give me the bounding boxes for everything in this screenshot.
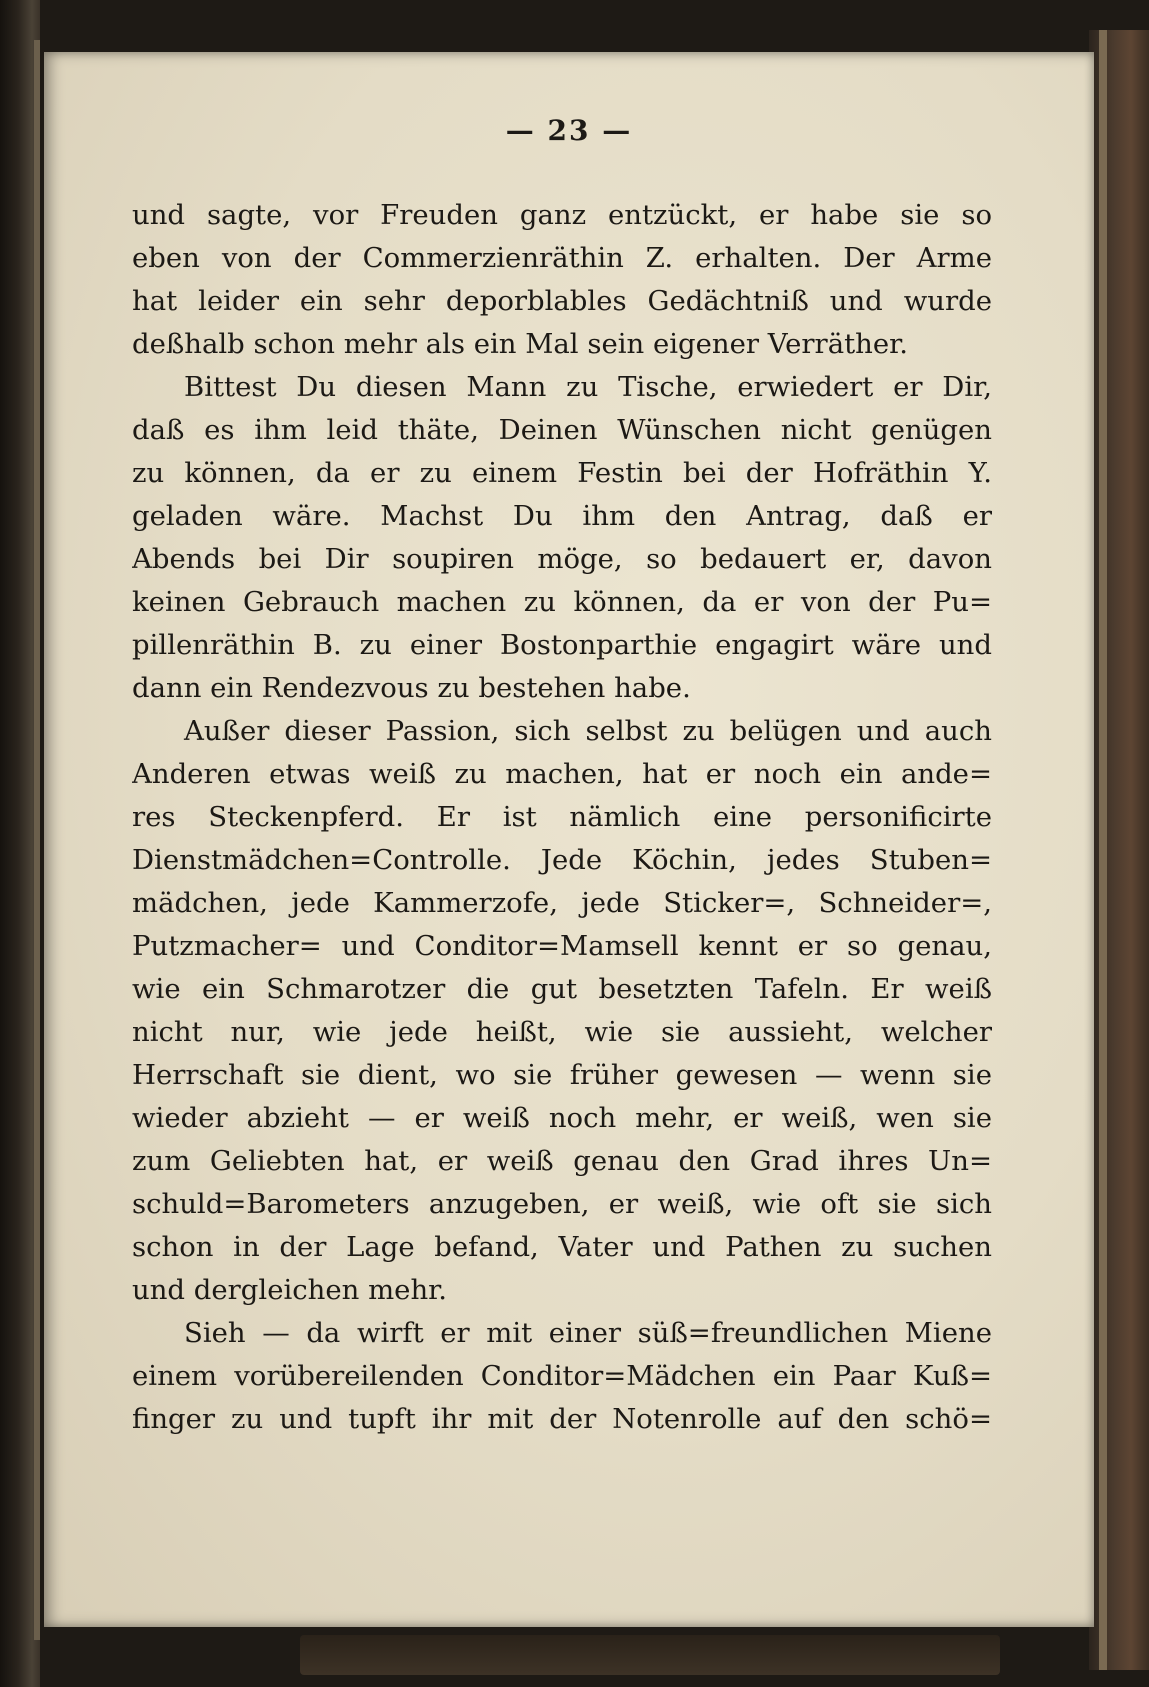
text-line: Anderen etwas weiß zu machen, hat er noch ein ande= [132, 758, 992, 790]
text-line: Abends bei Dir soupiren möge, so bedauert er, davon [132, 543, 992, 575]
text-line: res Steckenpferd. Er ist nämlich eine personificirte [132, 801, 992, 833]
text-line: Herrschaft sie dient, wo sie früher gewesen — wenn sie [132, 1059, 992, 1091]
text-line: deßhalb schon mehr als ein Mal sein eigener Verräther. [132, 328, 908, 360]
text-line: zu können, da er zu einem Festin bei der Hofräthin Y. [132, 457, 992, 489]
page-number: — 23 — [505, 114, 633, 147]
page-bottom-shadow [300, 1635, 1000, 1675]
text-line: Bittest Du diesen Mann zu Tische, erwiedert er Dir, [184, 371, 992, 403]
text-line: wie ein Schmarotzer die gut besetzten Tafeln. Er weiß [132, 973, 992, 1005]
text-line: und sagte, vor Freuden ganz entzückt, er habe sie so [132, 199, 992, 231]
text-line: hat leider ein sehr deporblables Gedächtniß und wurde [132, 285, 992, 317]
book-spine [0, 0, 40, 1687]
text-line: Außer dieser Passion, sich selbst zu belügen und auch [184, 715, 992, 747]
text-line: zum Geliebten hat, er weiß genau den Grad ihres Un= [132, 1145, 992, 1177]
text-line: nicht nur, wie jede heißt, wie sie aussieht, welcher [132, 1016, 992, 1048]
text-line: schon in der Lage befand, Vater und Pathen zu suchen [132, 1231, 992, 1263]
text-line: Dienstmädchen=Controlle. Jede Köchin, jedes Stuben= [132, 844, 992, 876]
text-line: wieder abzieht — er weiß noch mehr, er weiß, wen sie [132, 1102, 992, 1134]
text-line: und dergleichen mehr. [132, 1274, 448, 1306]
text-line: geladen wäre. Machst Du ihm den Antrag, daß er [132, 500, 992, 532]
book-cover-edge [1089, 30, 1149, 1670]
text-line: eben von der Commerzienräthin Z. erhalten. Der Arme [132, 242, 992, 274]
book-page [44, 52, 1094, 1627]
text-line: einem vorübereilenden Conditor=Mädchen ein Paar Kuß= [132, 1360, 992, 1392]
text-line: Putzmacher= und Conditor=Mamsell kennt er so genau, [132, 930, 992, 962]
text-line: keinen Gebrauch machen zu können, da er von der Pu= [132, 586, 992, 618]
text-line: mädchen, jede Kammerzofe, jede Sticker=, Schneider=, [132, 887, 992, 919]
text-line: pillenräthin B. zu einer Bostonparthie engagirt wäre und [132, 629, 992, 661]
cover-inner-edge [1099, 30, 1107, 1670]
text-line: schuld=Barometers anzugeben, er weiß, wie oft sie sich [132, 1188, 992, 1220]
text-line: dann ein Rendezvous zu bestehen habe. [132, 672, 691, 704]
text-line: finger zu und tupft ihr mit der Notenrolle auf den schö= [132, 1403, 992, 1435]
text-line: Sieh — da wirft er mit einer süß=freundlichen Miene [184, 1317, 992, 1349]
text-line: daß es ihm leid thäte, Deinen Wünschen nicht genügen [132, 414, 992, 446]
page-body-text [132, 194, 992, 1441]
